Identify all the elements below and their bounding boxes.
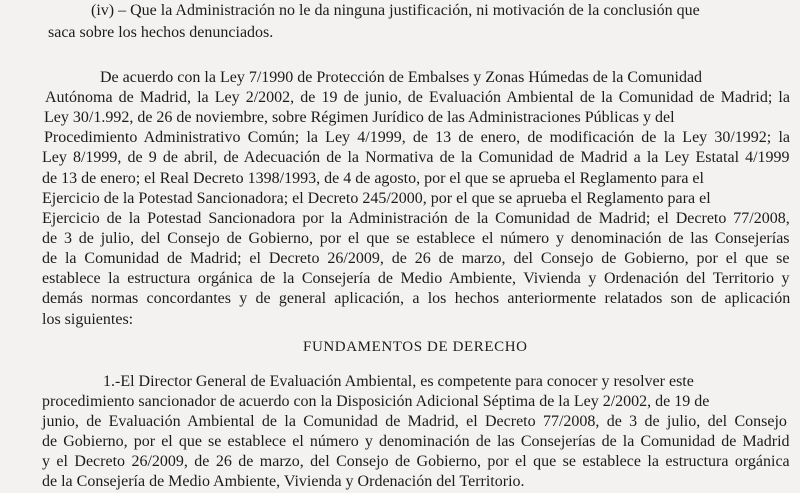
fundamento-1-line-1: 1.-El Director General de Evaluación Ambiental, es competente para conocer y resolver este <box>103 373 694 390</box>
paragraph-law-line-6: de 13 de enero; el Real Decreto 1398/1993, de 4 de agosto, por el que se aprueba el Reglamento para el <box>42 170 704 187</box>
paragraph-law-line-1: De acuerdo con la Ley 7/1990 de Protección de Embalses y Zonas Húmedas de la Comunidad <box>100 69 703 86</box>
fundamento-1-line-3: junio, de Evaluación Ambiental de la Comunidad de Madrid, el Decreto 77/2008, de 3 de julio, del Consejo <box>42 413 787 430</box>
paragraph-law-line-13: los siguientes: <box>42 311 134 328</box>
item-iv-line-1: (iv) – Que la Administración no le da ninguna justificación, ni motivación de la conclusión que <box>91 2 700 19</box>
paragraph-law-line-5: Ley 8/1999, de 9 de abril, de Adecuación de la Normativa de la Comunidad de Madrid a la Ley Estatal 4/1999 <box>42 149 790 166</box>
fundamento-1-line-5: y el Decreto 26/2009, de 26 de marzo, del Consejo de Gobierno, por el que se establece la estructura orgánica <box>42 453 790 470</box>
fundamento-1-line-6: de la Consejería de Medio Ambiente, Vivienda y Ordenación del Territorio. <box>42 473 525 490</box>
fundamento-1-line-2: procedimiento sancionador de acuerdo con la Disposición Adicional Séptima de la Ley 2/2002, de 19 de <box>42 393 710 410</box>
paragraph-law-line-8: Ejercicio de la Potestad Sancionadora por la Administración de la Comunidad de Madrid; el Decreto 77/2008, <box>42 210 790 227</box>
paragraph-law-line-4: Procedimiento Administrativo Común; la Ley 4/1999, de 13 de enero, de modificación de la Ley 30/1992; la <box>44 129 790 146</box>
section-heading: FUNDAMENTOS DE DERECHO <box>303 339 528 355</box>
fundamento-1-line-4: de Gobierno, por el que se establece el número y denominación de las Consejerías de la Comunidad de Madrid <box>42 433 790 450</box>
paragraph-law-line-7: Ejercicio de la Potestad Sancionadora; el Decreto 245/2000, por el que se aprueba el Reglamento para el <box>42 190 711 207</box>
item-iv-line-2: saca sobre los hechos denunciados. <box>48 24 274 41</box>
paragraph-law-line-9: de 3 de julio, del Consejo de Gobierno, por el que se establece el número y denominación de las Consejerías <box>42 230 790 247</box>
paragraph-law-line-2: Autónoma de Madrid, la Ley 2/2002, de 19 de junio, de Evaluación Ambiental de la Comunidad de Madrid; la <box>45 89 790 106</box>
paragraph-law-line-10: de la Comunidad de Madrid; el Decreto 26/2009, de 26 de marzo, del Consejo de Gobierno, por el que se <box>42 250 790 267</box>
paragraph-law-line-12: demás normas concordantes y de general aplicación, a los hechos anteriormente relatados son de aplicación <box>42 290 791 307</box>
paragraph-law-line-11: establece la estructura orgánica de la Consejería de Medio Ambiente, Vivienda y Ordenación del Territorio y <box>42 270 790 287</box>
paragraph-law-line-3: Ley 30/1.992, de 26 de noviembre, sobre Régimen Jurídico de las Administraciones Públicas y del <box>44 109 675 126</box>
